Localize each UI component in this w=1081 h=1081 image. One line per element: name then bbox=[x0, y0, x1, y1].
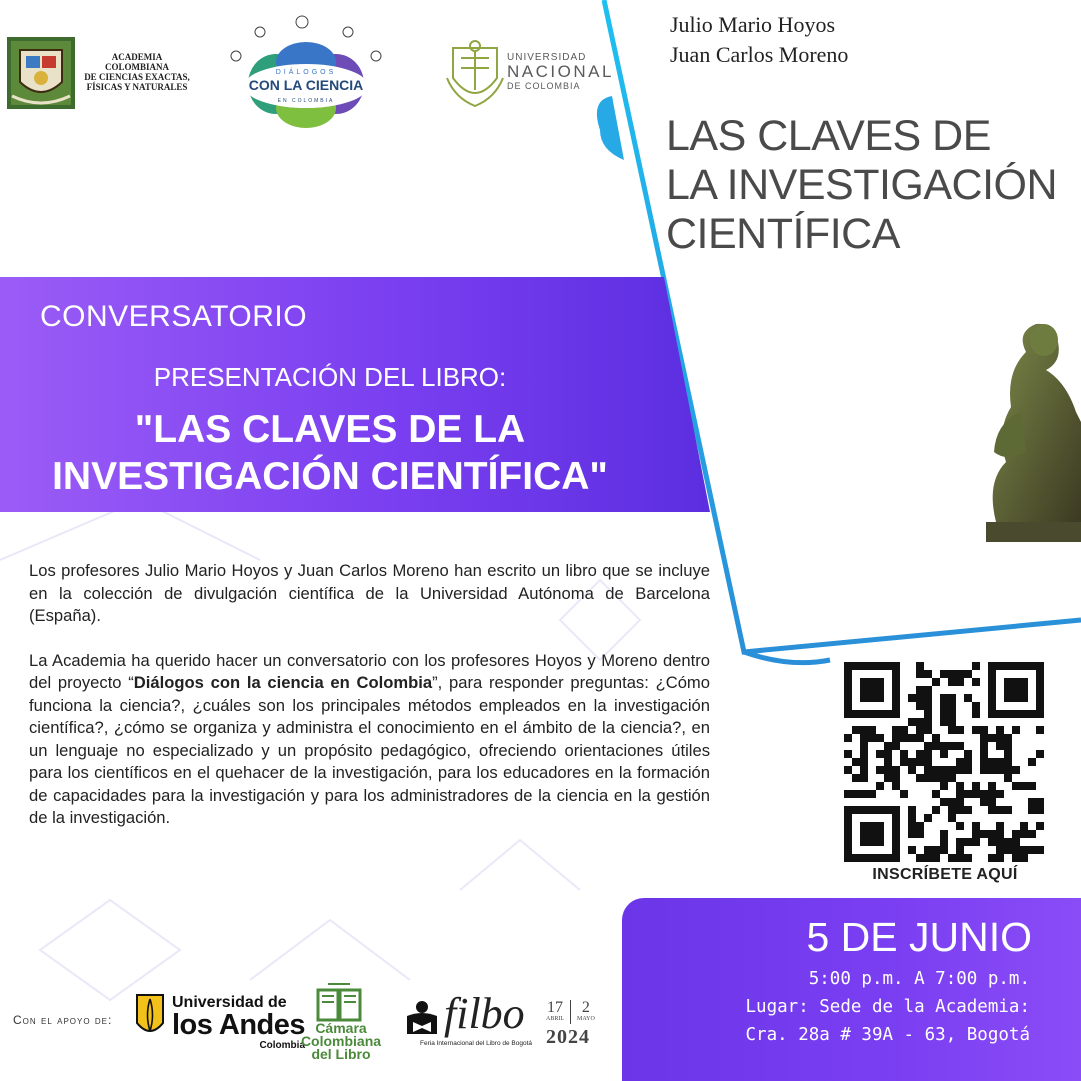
qr-module bbox=[948, 670, 956, 678]
qr-module bbox=[844, 750, 852, 758]
qr-module bbox=[1004, 838, 1012, 846]
qr-module bbox=[956, 798, 964, 806]
qr-module bbox=[980, 790, 988, 798]
qr-module bbox=[860, 734, 868, 742]
qr-module bbox=[956, 846, 964, 854]
qr-module bbox=[1004, 742, 1012, 750]
qr-module bbox=[956, 782, 964, 790]
qr-module bbox=[948, 710, 956, 718]
qr-module bbox=[908, 822, 916, 830]
qr-module bbox=[980, 766, 988, 774]
qr-module bbox=[1028, 782, 1036, 790]
qr-module bbox=[916, 662, 924, 670]
qr-module bbox=[972, 678, 980, 686]
qr-module bbox=[908, 846, 916, 854]
dialogos-word: DIÁLOGOS bbox=[275, 69, 337, 76]
dialogos-main-word: CON LA CIENCIA bbox=[248, 77, 364, 93]
qr-module bbox=[916, 750, 924, 758]
qr-module bbox=[908, 830, 916, 838]
qr-module bbox=[956, 678, 964, 686]
qr-module bbox=[940, 774, 948, 782]
qr-module bbox=[932, 766, 940, 774]
qr-module bbox=[916, 670, 924, 678]
qr-module bbox=[924, 814, 932, 822]
qr-module bbox=[916, 758, 924, 766]
qr-module bbox=[900, 750, 908, 758]
qr-module bbox=[908, 718, 916, 726]
qr-module bbox=[844, 766, 852, 774]
qr-module bbox=[948, 814, 956, 822]
qr-module bbox=[940, 838, 948, 846]
qr-module bbox=[892, 774, 900, 782]
presentation-subtitle: PRESENTACIÓN DEL LIBRO: bbox=[153, 362, 507, 392]
qr-module bbox=[860, 726, 868, 734]
qr-module bbox=[940, 798, 948, 806]
qr-module bbox=[940, 766, 948, 774]
qr-module bbox=[1020, 822, 1028, 830]
qr-module bbox=[876, 750, 884, 758]
filbo-start-month: ABRIL bbox=[546, 1016, 564, 1022]
dialogos-sub-word: EN COLOMBIA bbox=[277, 98, 335, 104]
qr-module bbox=[964, 694, 972, 702]
project-name: Diálogos con la ciencia en Colombia bbox=[133, 673, 433, 692]
qr-module bbox=[892, 734, 900, 742]
qr-module bbox=[884, 758, 892, 766]
qr-module bbox=[964, 790, 972, 798]
qr-module bbox=[924, 774, 932, 782]
book-authors bbox=[670, 10, 848, 70]
qr-module bbox=[996, 734, 1004, 742]
qr-module bbox=[844, 790, 852, 798]
qr-module bbox=[1012, 830, 1020, 838]
qr-module bbox=[956, 766, 964, 774]
qr-module bbox=[940, 846, 948, 854]
qr-module bbox=[972, 726, 980, 734]
book-title-line-3: CIENTÍFICA bbox=[666, 210, 900, 258]
thinker-statue-image bbox=[966, 312, 1081, 542]
qr-module bbox=[996, 726, 1004, 734]
qr-module bbox=[972, 838, 980, 846]
qr-module bbox=[876, 766, 884, 774]
qr-module bbox=[924, 846, 932, 854]
filbo-dates bbox=[546, 1000, 595, 1049]
qr-module bbox=[980, 830, 988, 838]
qr-module bbox=[1036, 846, 1044, 854]
qr-module bbox=[908, 758, 916, 766]
qr-module bbox=[1020, 854, 1028, 862]
qr-module bbox=[1028, 798, 1036, 806]
qr-module bbox=[980, 798, 988, 806]
qr-module bbox=[996, 790, 1004, 798]
qr-module bbox=[996, 742, 1004, 750]
qr-module bbox=[972, 702, 980, 710]
qr-module bbox=[884, 766, 892, 774]
qr-module bbox=[932, 678, 940, 686]
qr-finder-inner bbox=[860, 678, 884, 702]
qr-module bbox=[988, 830, 996, 838]
event-title bbox=[0, 406, 660, 500]
qr-module bbox=[1004, 758, 1012, 766]
qr-module bbox=[1028, 846, 1036, 854]
qr-module bbox=[900, 758, 908, 766]
qr-module bbox=[860, 766, 868, 774]
qr-module bbox=[940, 742, 948, 750]
qr-module bbox=[924, 854, 932, 862]
qr-module bbox=[924, 758, 932, 766]
qr-module bbox=[916, 702, 924, 710]
qr-module bbox=[940, 694, 948, 702]
qr-register-label: INSCRÍBETE AQUÍ bbox=[872, 866, 1018, 883]
qr-module bbox=[852, 774, 860, 782]
qr-module bbox=[892, 766, 900, 774]
qr-module bbox=[916, 694, 924, 702]
paragraph-2-intro: La Academia ha querido hacer un conversatorio con los profesores Hoyos y Moreno dentro del proyecto “ bbox=[29, 650, 710, 692]
qr-module bbox=[924, 702, 932, 710]
qr-module bbox=[900, 790, 908, 798]
book-author-1: Julio Mario Hoyos bbox=[670, 12, 835, 37]
qr-module bbox=[852, 726, 860, 734]
qr-module bbox=[884, 750, 892, 758]
qr-finder-inner bbox=[1004, 678, 1028, 702]
qr-module bbox=[1004, 766, 1012, 774]
qr-module bbox=[988, 790, 996, 798]
qr-module bbox=[988, 806, 996, 814]
qr-module bbox=[932, 806, 940, 814]
event-place: Lugar: Sede de la Academia: bbox=[745, 997, 1030, 1017]
uniandes-shield-logo bbox=[135, 993, 165, 1039]
qr-module bbox=[924, 766, 932, 774]
qr-module bbox=[916, 830, 924, 838]
qr-module bbox=[916, 774, 924, 782]
book-title-line-2: LA INVESTIGACIÓN bbox=[666, 161, 1058, 209]
qr-module bbox=[996, 846, 1004, 854]
qr-module bbox=[996, 822, 1004, 830]
book-author-2: Juan Carlos Moreno bbox=[670, 42, 849, 67]
qr-module bbox=[860, 774, 868, 782]
qr-module bbox=[940, 670, 948, 678]
qr-module bbox=[932, 790, 940, 798]
filbo-subtitle: Feria Internacional del Libro de Bogotá bbox=[420, 1040, 533, 1047]
description-text bbox=[29, 560, 710, 852]
qr-module bbox=[1028, 758, 1036, 766]
qr-module bbox=[948, 766, 956, 774]
qr-module bbox=[1020, 830, 1028, 838]
qr-module bbox=[948, 694, 956, 702]
uniandes-line-3: Colombia bbox=[259, 1040, 306, 1051]
qr-module bbox=[988, 734, 996, 742]
qr-module bbox=[852, 790, 860, 798]
qr-module bbox=[908, 814, 916, 822]
qr-module bbox=[988, 766, 996, 774]
book-title-line-1: LAS CLAVES DE bbox=[666, 112, 991, 160]
qr-module bbox=[1028, 806, 1036, 814]
qr-module bbox=[964, 854, 972, 862]
qr-module bbox=[988, 838, 996, 846]
qr-module bbox=[972, 662, 980, 670]
book-cover-title bbox=[666, 112, 1057, 259]
qr-module bbox=[884, 774, 892, 782]
qr-module bbox=[932, 774, 940, 782]
qr-module bbox=[956, 854, 964, 862]
qr-module bbox=[972, 710, 980, 718]
qr-module bbox=[1020, 782, 1028, 790]
qr-module bbox=[996, 854, 1004, 862]
qr-module bbox=[900, 726, 908, 734]
qr-module bbox=[996, 806, 1004, 814]
qr-module bbox=[1012, 726, 1020, 734]
qr-module bbox=[932, 854, 940, 862]
qr-module bbox=[956, 670, 964, 678]
qr-module bbox=[940, 830, 948, 838]
qr-module bbox=[860, 742, 868, 750]
qr-module bbox=[1004, 846, 1012, 854]
qr-module bbox=[996, 766, 1004, 774]
qr-module bbox=[924, 710, 932, 718]
qr-module bbox=[948, 678, 956, 686]
qr-module bbox=[964, 670, 972, 678]
qr-module bbox=[1012, 846, 1020, 854]
camara-line-1: Cámara bbox=[315, 1020, 367, 1036]
qr-module bbox=[940, 702, 948, 710]
qr-module bbox=[1036, 798, 1044, 806]
qr-module bbox=[924, 694, 932, 702]
qr-module bbox=[1036, 726, 1044, 734]
qr-module bbox=[956, 806, 964, 814]
qr-module bbox=[932, 846, 940, 854]
qr-module bbox=[924, 750, 932, 758]
camara-book-icon bbox=[314, 982, 364, 1022]
unal-line-1: UNIVERSIDAD bbox=[507, 52, 587, 63]
qr-module bbox=[980, 726, 988, 734]
qr-module bbox=[956, 822, 964, 830]
qr-module bbox=[948, 798, 956, 806]
qr-module bbox=[948, 742, 956, 750]
qr-finder-inner bbox=[860, 822, 884, 846]
qr-module bbox=[948, 774, 956, 782]
qr-module bbox=[948, 854, 956, 862]
academia-line-2: DE CIENCIAS EXACTAS, bbox=[84, 72, 190, 82]
camara-line-2: Colombiana bbox=[300, 1033, 382, 1049]
event-type-label: CONVERSATORIO bbox=[40, 300, 308, 333]
qr-module bbox=[948, 718, 956, 726]
filbo-wordmark: filbo bbox=[444, 989, 525, 1038]
qr-module bbox=[916, 734, 924, 742]
filbo-year: 2024 bbox=[546, 1026, 590, 1048]
qr-module bbox=[868, 790, 876, 798]
qr-module bbox=[980, 750, 988, 758]
uniandes-name bbox=[172, 995, 305, 1051]
qr-module bbox=[972, 782, 980, 790]
qr-module bbox=[932, 734, 940, 742]
qr-module bbox=[956, 838, 964, 846]
uniandes-line-2: los Andes bbox=[172, 1009, 306, 1041]
qr-module bbox=[972, 822, 980, 830]
event-title-line-1: "LAS CLAVES DE LA bbox=[134, 408, 526, 451]
qr-module bbox=[940, 782, 948, 790]
qr-module bbox=[924, 726, 932, 734]
qr-module bbox=[948, 702, 956, 710]
qr-module bbox=[916, 686, 924, 694]
qr-module bbox=[1012, 838, 1020, 846]
filbo-end-day: 2 bbox=[581, 999, 590, 1016]
event-address: Cra. 28a # 39A - 63, Bogotá bbox=[745, 1025, 1030, 1045]
filbo-date-divider bbox=[570, 1000, 571, 1024]
qr-module bbox=[1036, 822, 1044, 830]
qr-module bbox=[1004, 806, 1012, 814]
qr-module bbox=[924, 718, 932, 726]
qr-module bbox=[924, 686, 932, 694]
qr-module bbox=[972, 830, 980, 838]
qr-module bbox=[988, 854, 996, 862]
qr-module bbox=[876, 734, 884, 742]
academia-line-1: ACADEMIA COLOMBIANA bbox=[104, 52, 169, 72]
unal-line-2: NACIONAL bbox=[507, 62, 614, 81]
qr-module bbox=[876, 782, 884, 790]
qr-module bbox=[964, 758, 972, 766]
qr-module bbox=[940, 750, 948, 758]
qr-module bbox=[996, 830, 1004, 838]
qr-module bbox=[956, 758, 964, 766]
camara-line-3: del Libro bbox=[311, 1046, 371, 1062]
qr-module bbox=[884, 742, 892, 750]
event-date: 5 DE JUNIO bbox=[806, 914, 1032, 960]
qr-module bbox=[892, 726, 900, 734]
qr-module bbox=[1004, 734, 1012, 742]
unal-line-3: DE COLOMBIA bbox=[507, 81, 581, 91]
qr-module bbox=[892, 742, 900, 750]
filbo-end-month: MAYO bbox=[577, 1016, 595, 1022]
filbo-start-day: 17 bbox=[547, 999, 563, 1016]
description-paragraph-2 bbox=[29, 650, 710, 830]
qr-module bbox=[924, 670, 932, 678]
qr-module bbox=[964, 750, 972, 758]
qr-module bbox=[940, 718, 948, 726]
qr-module bbox=[988, 798, 996, 806]
qr-module bbox=[908, 734, 916, 742]
qr-module bbox=[1036, 806, 1044, 814]
qr-module bbox=[908, 766, 916, 774]
qr-module bbox=[1004, 750, 1012, 758]
description-paragraph-1: Los profesores Julio Mario Hoyos y Juan Carlos Moreno han escrito un libro que se incluye en la colección de divulgación científica de la Universidad Autónoma de Barcelona (España). bbox=[29, 561, 710, 625]
event-title-line-2: INVESTIGACIÓN CIENTÍFICA" bbox=[52, 455, 608, 498]
qr-module bbox=[860, 790, 868, 798]
qr-module bbox=[860, 750, 868, 758]
qr-module bbox=[940, 710, 948, 718]
qr-module bbox=[956, 726, 964, 734]
qr-module bbox=[980, 758, 988, 766]
qr-module bbox=[988, 782, 996, 790]
registration-qr-code[interactable] bbox=[844, 662, 1044, 862]
qr-module bbox=[868, 726, 876, 734]
qr-module bbox=[844, 734, 852, 742]
qr-module bbox=[916, 726, 924, 734]
qr-module bbox=[916, 718, 924, 726]
qr-module bbox=[996, 758, 1004, 766]
academia-line-3: FÍSICAS Y NATURALES bbox=[86, 82, 188, 92]
qr-module bbox=[1012, 782, 1020, 790]
qr-module bbox=[980, 734, 988, 742]
event-time: 5:00 p.m. A 7:00 p.m. bbox=[808, 969, 1030, 989]
uniandes-line-1: Universidad de bbox=[172, 994, 287, 1011]
qr-module bbox=[948, 806, 956, 814]
qr-module bbox=[900, 734, 908, 742]
qr-module bbox=[996, 838, 1004, 846]
support-label: Con el apoyo de: bbox=[13, 1013, 113, 1027]
qr-module bbox=[860, 758, 868, 766]
qr-module bbox=[964, 838, 972, 846]
qr-module bbox=[980, 742, 988, 750]
qr-module bbox=[1012, 766, 1020, 774]
camara-colombiana-name bbox=[296, 1022, 386, 1061]
qr-module bbox=[916, 854, 924, 862]
qr-module bbox=[932, 742, 940, 750]
qr-module bbox=[1012, 854, 1020, 862]
paragraph-2-rest: ”, para responder preguntas: ¿Cómo funciona la ciencia?, ¿cuáles son los principales métodos empleados en la investigación científica?, ¿cómo se organiza y administra el conocimiento en el ámbito de la ciencia?, en un lenguaje no especializado y un propósito pedagógico, ofreciendo orientaciones útiles para los científicos en el quehacer de la investigación, para los educadores en la formación de capacidades para la investigación y para los administradores de la ciencia en la gestión de la investigación. bbox=[29, 673, 710, 827]
qr-module bbox=[972, 790, 980, 798]
qr-module bbox=[1004, 774, 1012, 782]
qr-module bbox=[908, 694, 916, 702]
qr-module bbox=[916, 822, 924, 830]
qr-module bbox=[1036, 750, 1044, 758]
qr-module bbox=[956, 742, 964, 750]
qr-module bbox=[988, 758, 996, 766]
qr-module bbox=[892, 782, 900, 790]
qr-module bbox=[964, 766, 972, 774]
qr-module bbox=[956, 790, 964, 798]
qr-module bbox=[868, 734, 876, 742]
qr-module bbox=[964, 806, 972, 814]
filbo-reader-icon bbox=[405, 1000, 439, 1034]
qr-module bbox=[908, 806, 916, 814]
qr-module bbox=[852, 758, 860, 766]
qr-module bbox=[1028, 830, 1036, 838]
qr-module bbox=[948, 726, 956, 734]
qr-module bbox=[1020, 846, 1028, 854]
qr-module bbox=[924, 742, 932, 750]
